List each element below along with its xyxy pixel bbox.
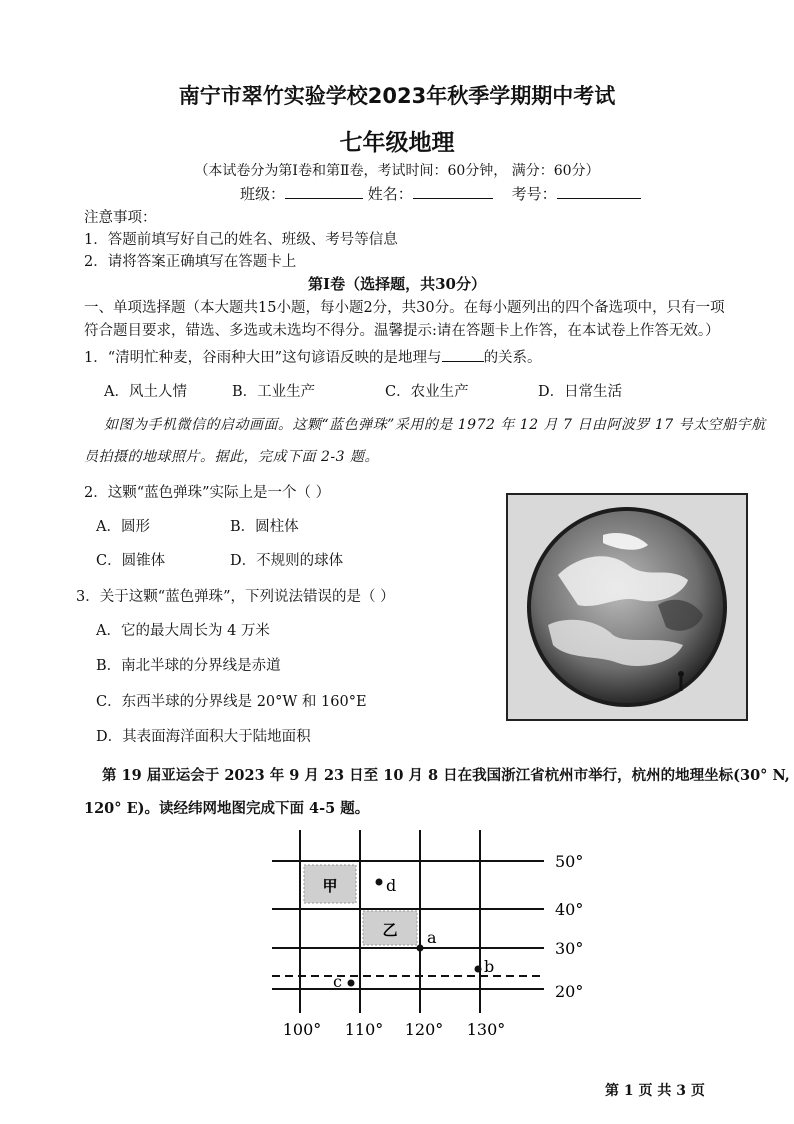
blue-marble-photo: [506, 493, 748, 721]
lat-label-40: 40°: [555, 900, 584, 919]
q3-option-d[interactable]: D．其表面海洋面积大于陆地面积: [96, 729, 311, 745]
page-number: 第 1 页 共 3 页: [605, 1083, 705, 1099]
lon-label-110: 110°: [344, 1020, 384, 1039]
class-label: 班级：: [240, 185, 286, 203]
subject-title: 七年级地理: [339, 130, 455, 156]
question-3-stem: 3．关于这颗“蓝色弹珠”，下列说法错误的是（ ）: [76, 589, 395, 605]
name-blank[interactable]: [413, 184, 493, 199]
instruction-line-1: 一、单项选择题（本大题共15小题，每小题2分，共30分。在每小题列出的四个备选项中，只有一项: [84, 300, 725, 316]
lon-label-120: 120°: [404, 1020, 444, 1039]
lat-label-50: 50°: [555, 852, 584, 871]
q2-option-a[interactable]: A．圆形: [96, 519, 150, 535]
question-1-blank: [442, 349, 484, 362]
q2-option-c[interactable]: C．圆锥体: [96, 553, 166, 569]
point-b-label: b: [484, 957, 495, 976]
q1-option-d[interactable]: D．日常生活: [538, 384, 623, 400]
notice-heading: 注意事项：: [84, 210, 157, 226]
point-c: [348, 980, 355, 987]
q1-option-c[interactable]: C．农业生产: [385, 384, 469, 400]
point-d-label: d: [386, 876, 397, 895]
passage-1-line-1: 如图为手机微信的启动画面。这颗“蓝色弹珠”采用的是 1972 年 12 月 7 日由阿波罗 17 号太空船宇航: [104, 417, 766, 433]
instruction-line-2: 符合题目要求，错选、多选或未选均不得分。温馨提示:请在答题卡上作答，在本试卷上作答无效。）: [84, 323, 720, 339]
passage-1-line-2: 员拍摄的地球照片。据此，完成下面 2-3 题。: [84, 449, 379, 465]
region-yi-label: 乙: [382, 921, 398, 939]
question-1-stem-after: 的关系。: [483, 350, 542, 366]
lat-label-20: 20°: [555, 982, 584, 1001]
number-label: 考号：: [511, 185, 557, 203]
question-1-stem: [84, 346, 542, 367]
q3-option-c[interactable]: C．东西半球的分界线是 20°W 和 160°E: [96, 694, 367, 710]
q2-option-b[interactable]: B．圆柱体: [230, 519, 299, 535]
point-b: [475, 966, 482, 973]
name-label: 姓名：: [367, 185, 413, 203]
lon-label-130: 130°: [466, 1020, 506, 1039]
section-title: 第Ⅰ卷（选择题，共30分）: [308, 275, 486, 293]
point-a-label: a: [427, 928, 437, 947]
number-blank[interactable]: [557, 184, 641, 199]
lon-label-100: 100°: [282, 1020, 322, 1039]
lat-label-30: 30°: [555, 939, 584, 958]
earth-illustration: [508, 495, 746, 719]
figure-head: [678, 671, 684, 677]
point-d: [376, 879, 383, 886]
lat-lon-grid-map: [262, 825, 602, 1050]
passage-2-line-2: 120° E)。读经纬网地图完成下面 4-5 题。: [84, 800, 370, 817]
q3-option-b[interactable]: B．南北半球的分界线是赤道: [96, 658, 281, 674]
q1-option-b[interactable]: B．工业生产: [232, 384, 316, 400]
passage-2-line-1: 第 19 届亚运会于 2023 年 9 月 23 日至 10 月 8 日在我国浙江省杭州市举行，杭州的地理坐标(30° N,: [102, 767, 790, 784]
point-a: [417, 945, 424, 952]
q1-option-a[interactable]: A．风土人情: [104, 384, 187, 400]
class-blank[interactable]: [285, 184, 363, 199]
student-info-fields: [240, 183, 641, 204]
exam-title: 南宁市翠竹实验学校2023年秋季学期期中考试: [178, 84, 616, 108]
notice-item-1: 1．答题前填写好自己的姓名、班级、考号等信息: [84, 232, 398, 248]
q3-option-a[interactable]: A．它的最大周长为 4 万米: [96, 623, 270, 639]
question-1-stem-before: 1．“清明忙种麦，谷雨种大田”这句谚语反映的是地理与: [84, 350, 442, 366]
q2-option-d[interactable]: D．不规则的球体: [230, 553, 344, 569]
notice-item-2: 2．请将答案正确填写在答题卡上: [84, 254, 297, 270]
exam-note: （本试卷分为第Ⅰ卷和第Ⅱ卷，考试时间：60分钟， 满分：60分）: [194, 163, 600, 179]
region-jia-label: 甲: [322, 877, 338, 895]
question-2-stem: 2．这颗“蓝色弹珠”实际上是一个（ ）: [84, 485, 331, 501]
point-c-label: c: [333, 972, 342, 991]
